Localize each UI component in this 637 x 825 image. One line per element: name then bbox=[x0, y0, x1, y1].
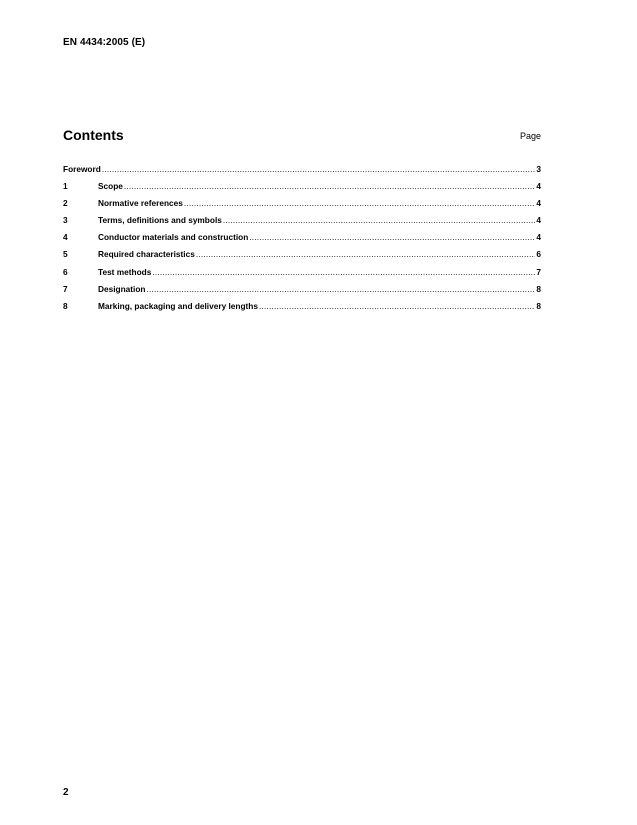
toc-entry-title: Scope bbox=[98, 181, 123, 192]
toc-entry-title: Foreword bbox=[63, 164, 101, 174]
toc-entry-terms-definitions[interactable] bbox=[63, 215, 541, 232]
dot-leader bbox=[146, 284, 535, 294]
table-of-contents bbox=[63, 164, 541, 318]
toc-entry-page: 4 bbox=[536, 198, 541, 209]
toc-entry-title: Designation bbox=[98, 283, 146, 294]
dot-leader bbox=[124, 181, 535, 191]
page-column-label: Page bbox=[519, 131, 541, 141]
toc-entry-required-characteristics[interactable] bbox=[63, 249, 541, 266]
dot-leader bbox=[223, 215, 536, 225]
toc-entry-title: Normative references bbox=[98, 198, 183, 209]
toc-entry-marking-packaging[interactable] bbox=[63, 301, 541, 318]
toc-entry-number: 4 bbox=[63, 232, 68, 243]
dot-leader bbox=[102, 164, 536, 174]
toc-entry-number: 3 bbox=[63, 215, 68, 226]
toc-entry-title: Test methods bbox=[98, 266, 152, 277]
document-id: EN 4434:2005 (E) bbox=[63, 37, 146, 48]
toc-entry-page: 8 bbox=[536, 283, 541, 294]
dot-leader bbox=[184, 198, 536, 208]
toc-entry-conductor-materials[interactable] bbox=[63, 232, 541, 249]
toc-entry-page: 4 bbox=[536, 215, 541, 226]
toc-entry-foreword[interactable] bbox=[63, 164, 541, 181]
toc-entry-normative-references[interactable] bbox=[63, 198, 541, 215]
toc-entry-designation[interactable] bbox=[63, 284, 541, 301]
toc-entry-title: Marking, packaging and delivery lengths bbox=[98, 300, 258, 311]
toc-entry-test-methods[interactable] bbox=[63, 267, 541, 284]
toc-entry-page: 7 bbox=[536, 266, 541, 277]
toc-entry-page: 6 bbox=[536, 249, 541, 260]
toc-entry-number: 1 bbox=[63, 181, 68, 192]
toc-entry-title: Terms, definitions and symbols bbox=[98, 215, 222, 226]
contents-title: Contents bbox=[63, 127, 124, 143]
toc-entry-number: 5 bbox=[63, 249, 68, 260]
page-number: 2 bbox=[63, 787, 69, 798]
toc-entry-scope[interactable] bbox=[63, 181, 541, 198]
toc-entry-number: 2 bbox=[63, 198, 68, 209]
toc-entry-page: 8 bbox=[536, 300, 541, 311]
toc-entry-title: Conductor materials and construction bbox=[98, 232, 249, 243]
dot-leader bbox=[259, 301, 535, 311]
contents-header bbox=[63, 127, 541, 147]
toc-entry-page: 3 bbox=[536, 164, 541, 174]
dot-leader bbox=[196, 249, 536, 259]
dot-leader bbox=[152, 267, 535, 277]
toc-entry-page: 4 bbox=[536, 181, 541, 192]
toc-entry-number: 6 bbox=[63, 266, 68, 277]
dot-leader bbox=[249, 232, 535, 242]
toc-entry-number: 8 bbox=[63, 300, 68, 311]
toc-entry-page: 4 bbox=[536, 232, 541, 243]
toc-entry-title: Required characteristics bbox=[98, 249, 195, 260]
toc-entry-number: 7 bbox=[63, 283, 68, 294]
